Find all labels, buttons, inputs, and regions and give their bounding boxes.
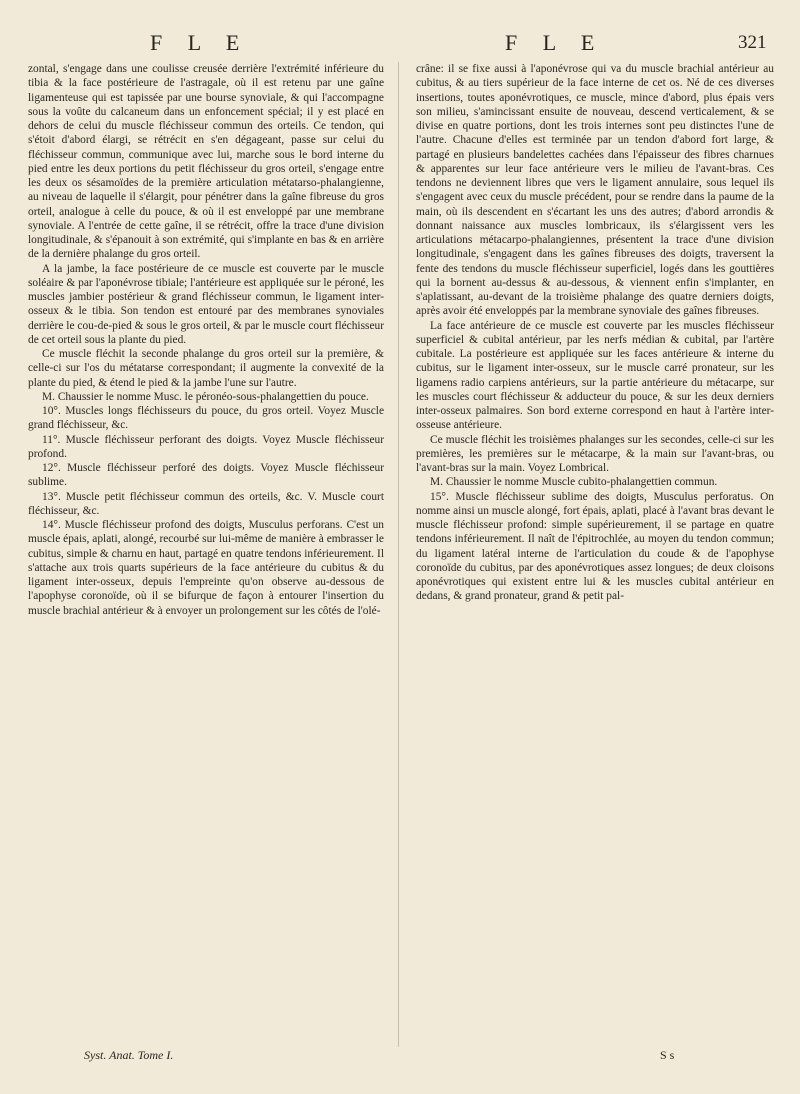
right-paragraph: La face antérieure de ce muscle est couverte par les muscles fléchisseur superficiel & cubital antérieur, par les nerfs médian & cubital, par l'artère cubitale. La postérieure est appliquée sur les faces antérieure & interne du cubitus, sur le ligament inter-osseux, sur le muscle carré pronateur, sur les ligamens radio carpiens antérieurs, sur la partie antérieure du métacarpe, sur les muscles court fléchisseur & adducteur du pouce, & sur les deux derniers inter-osseux palmaires. Son bord externe correspond en haut à l'artère inter-osseuse antérieure. [416,319,774,432]
left-paragraph: A la jambe, la face postérieure de ce muscle est couverte par le muscle soléaire & par l'aponévrose tibiale; l'antérieure est appliquée sur le péroné, les muscles jambier postérieur & grand fléchisseur commun, le ligament inter-osseux & le tibia. Son tendon est entouré par des membranes synoviales derrière le cou-de-pied & sous le gros orteil, & par le muscle court fléchisseur de cet orteil sous la plante du pied. [28,262,384,346]
running-head-left: F L E [150,30,250,55]
page-number: 321 [738,32,767,53]
left-paragraph: M. Chaussier le nomme Musc. le péronéo-sous-phalangettien du pouce. [42,390,369,403]
left-column [28,62,384,618]
entry-heading: 14°. Muscle fléchisseur profond des doigts, Musculus perforans. C'est un muscle épais, aplati, alongé, recourbé sur lui-même de manière à embrasser le cubitus, simple & charnu en haut, partagé en quatre tendons inférieurement. Il s'attache aux trois quarts supérieurs de la face antérieure du cubitus & du ligament inter-osseux, depuis l'empreinte qu'on observe au-dessous de l'apophyse coronoïde, où il se bifurque de façon à entourer l'insertion du muscle brachial antérieur & à envoyer un prolongement sur les côtés de l'olé- [28,519,384,617]
page-header [0,30,800,60]
entry-heading: 11°. Muscle fléchisseur perforant des doigts. Voyez Muscle fléchisseur profond. [28,433,384,460]
column-divider [398,62,399,1047]
left-paragraph: zontal, s'engage dans une coulisse creusée derrière l'extrémité inférieure du tibia & la face postérieure de l'astragale, où il est retenu par une gaîne ligamenteuse qui est tapissée par une bourse synoviale, & qui l'accompagne sous la voûte du calcaneum dans un enfoncement spécial; il y est placé en dehors de celui du muscle fléchisseur commun des orteils. Ce tendon, qui s'étoit d'abord élargi, se rétrécit en s'en dégageant, passe sur celui du fléchisseur commun, communique avec lui, marche sous le bord interne du pied entre les deux portions du petit fléchisseur du gros orteil, s'engage entre les deux os sésamoïdes de la première articulation métatarso-phalangienne, au niveau de laquelle il s'élargit, pour pénétrer dans la gaîne fibreuse du gros orteil, analogue à celle du pouce, & où il est enveloppé par une membrane synoviale. A l'entrée de cette gaîne, il se rétrécit, offre la trace d'une division longitudinale, & s'épanouit à son extrémité, qui s'implante en bas & en arrière de la dernière phalange du gros orteil. [28,63,384,261]
right-paragraph: crâne: il se fixe aussi à l'aponévrose qui va du muscle brachial antérieur au cubitus, & au tiers supérieur de la face interne de cet os. Né de ces diverses insertions, toutes aponévrotiques, ce muscle, mince d'abord, plus épais vers son milieu, s'amincissant ensuite de nouveau, descend verticalement, & se divise en quatre portions, dont les trois internes sont peu distinctes l'une de l'autre. Chacune d'elles est terminée par un tendon d'abord fort large, & partagé en plusieurs bandelettes cachées dans l'épaisseur des fibres charnues & apparentes sur leur face antérieure vers le milieu de l'avant-bras. Ces tendons ne deviennent libres que vers le ligament annulaire, sous lequel ils s'engagent avec ceux du muscle précédent, pour se rendre dans la paume de la main, où ils descendent en s'écartant les uns des autres; d'abord arrondis & donnant naissance aux muscles lombricaux, ils s'élargissent vers les articulations métacarpo-phalangiennes, présentent la trace d'une division longitudinale, s'engagent dans les gaînes fibreuses des doigts, traversent la fente des tendons du muscle fléchisseur superficiel, logés dans les gouttières qui la bornent au-dessus & au-dessous, & viennent enfin s'implanter, en s'aplatissant, au-devant de la troisième phalange des quatre derniers doigts, après avoir été enveloppés par la membrane synoviale des gaînes fibreuses. [416,63,774,318]
right-paragraph: Ce muscle fléchit les troisièmes phalanges sur les secondes, celle-ci sur les premières, les premières sur le métacarpe, & la main sur l'avant-bras, ou l'avant-bras sur la main. Voyez Lombrical. [416,433,774,474]
right-column [416,62,774,604]
footer-signature: S s [660,1048,675,1062]
entry-heading: 15°. Muscle fléchisseur sublime des doigts, Musculus perforatus. On nomme ainsi un muscle alongé, fort épais, aplati, placé à l'avant bras devant le muscle fléchisseur profond: simple supérieurement, il se partage en quatre tendons inférieurement. Il naît de l'épitrochlée, au moyen du tendon commun; du ligament latéral interne de l'articulation du coude & de l'apophyse coronoïde du cubitus, par des aponévrotiques assez longues; de deux cloisons aponévrotiques qui existent entre lui & les muscles cubital antérieur en dedans, & grand pronateur, grand & petit pal- [416,490,774,603]
right-paragraph: M. Chaussier le nomme Muscle cubito-phalangettien commun. [430,476,718,489]
entry-heading: 13°. Muscle petit fléchisseur commun des orteils, &c. V. Muscle court fléchisseur, &c. [28,490,384,517]
footer-running-title: Syst. Anat. Tome I. [84,1048,174,1062]
entry-heading: 12°. Muscle fléchisseur perforé des doigts. Voyez Muscle fléchisseur sublime. [28,462,384,489]
entry-heading: 10°. Muscles longs fléchisseurs du pouce, du gros orteil. Voyez Muscle grand fléchisseur, &c. [28,405,384,432]
left-paragraph: Ce muscle fléchit la seconde phalange du gros orteil sur la première, & celle-ci sur l'os du métatarse correspondant; il augmente la convexité de la plante du pied, & étend le pied & la jambe l'une sur l'autre. [28,348,384,389]
running-head-right: F L E [505,30,605,55]
